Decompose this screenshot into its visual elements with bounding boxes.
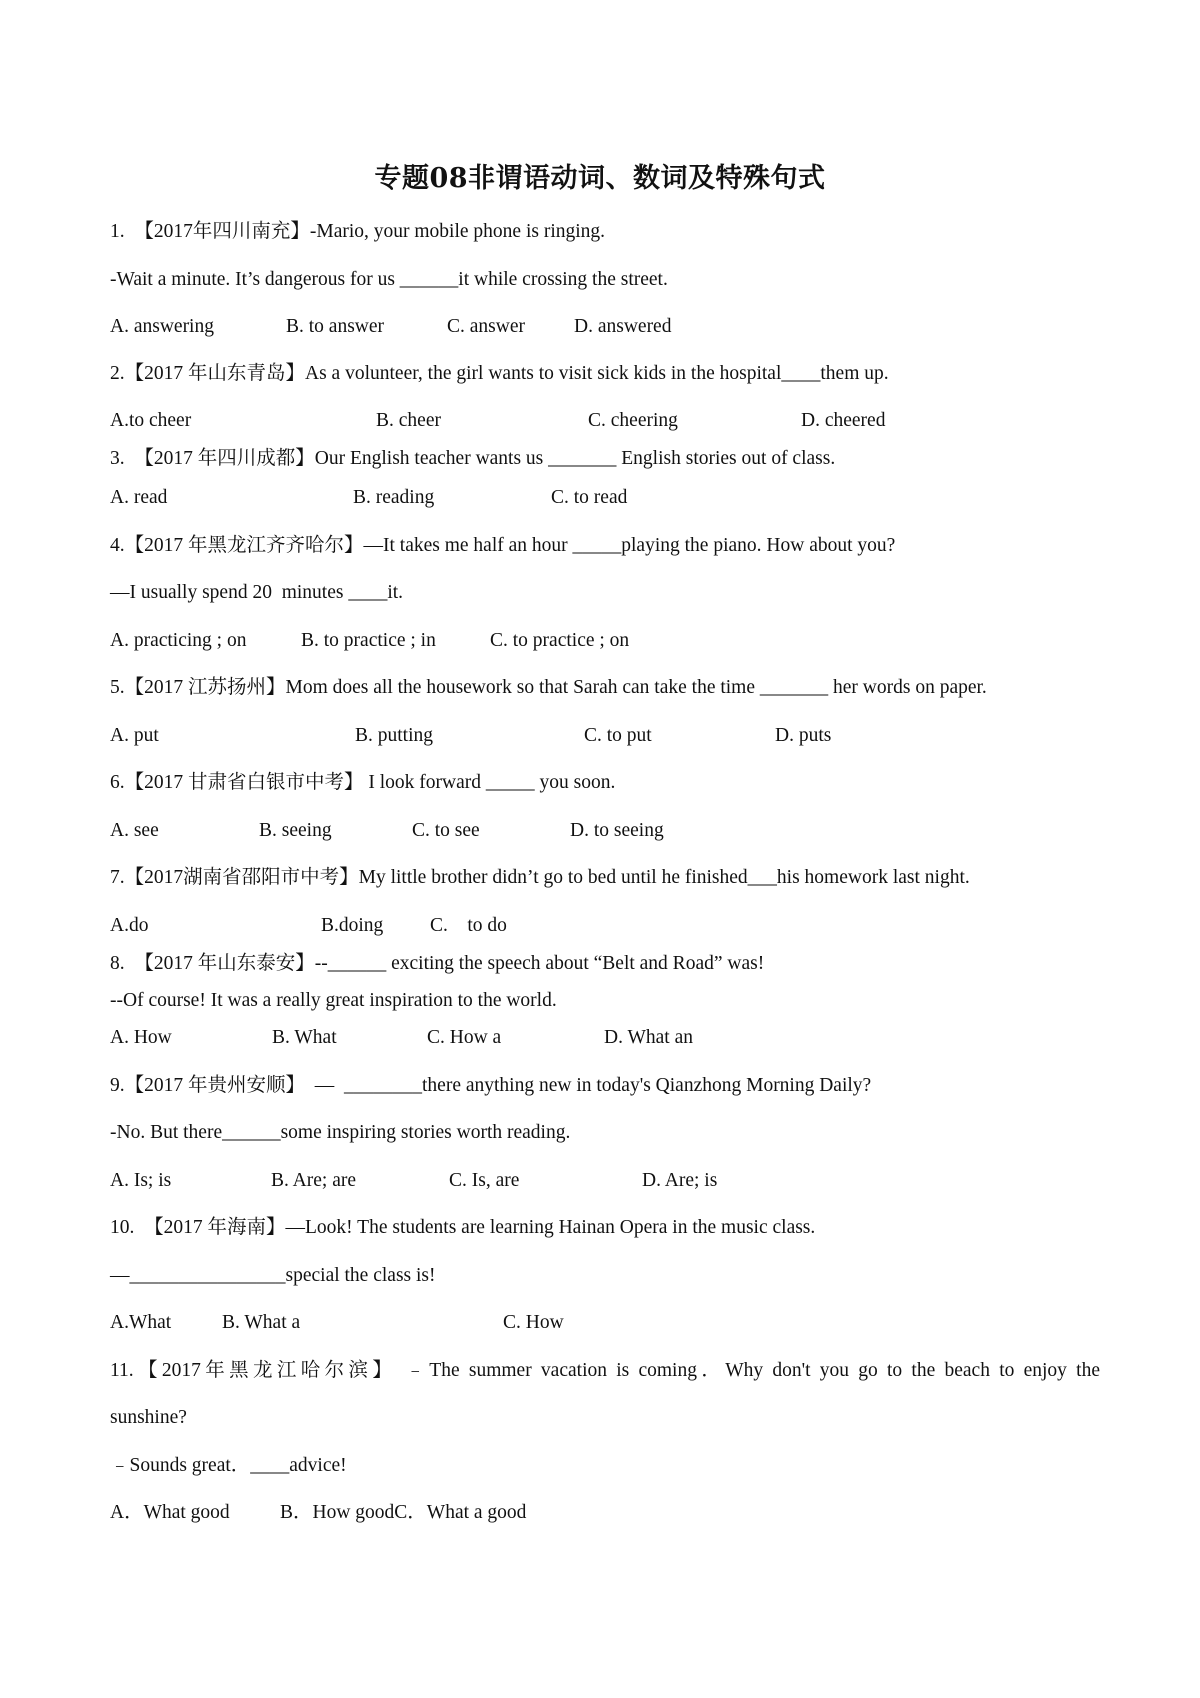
question-1-options — [110, 317, 1110, 341]
question-10-stem: 10. 【2017 年海南】—Look! The students are learning Hainan Opera in the music class. — [110, 1217, 816, 1238]
question-6-option-a[interactable]: A. see — [110, 820, 159, 841]
question-9-line-2: -No. But there______some inspiring stories worth reading. — [110, 1122, 571, 1143]
question-7-option-c[interactable]: C. to do — [430, 915, 507, 936]
question-10-option-b[interactable]: B. What a — [222, 1312, 301, 1333]
question-7-option-a[interactable]: A.do — [110, 915, 149, 936]
question-4-line-2: —I usually spend 20 minutes ____it. — [110, 582, 404, 603]
question-11-options — [110, 1503, 1110, 1527]
question-9-option-c[interactable]: C. Is, are — [449, 1170, 520, 1191]
question-4-options — [110, 631, 1110, 655]
question-2-option-a[interactable]: A.to cheer — [110, 410, 192, 431]
question-2-stem: 2.【2017 年山东青岛】As a volunteer, the girl wants to visit sick kids in the hospital____them up. — [110, 363, 889, 384]
question-4-option-b[interactable]: B. to practice ; in — [301, 630, 436, 651]
question-11-line-2: sunshine? — [110, 1407, 187, 1428]
question-9-option-a[interactable]: A. Is; is — [110, 1170, 172, 1191]
question-6-stem: 6.【2017 甘肃省白银市中考】 I look forward _____ you soon. — [110, 772, 616, 793]
question-2-option-d[interactable]: D. cheered — [801, 410, 886, 431]
question-11-option-b[interactable]: B．How goodC．What a good — [280, 1502, 527, 1523]
question-6-options — [110, 821, 1110, 845]
question-3-option-a[interactable]: A. read — [110, 487, 168, 508]
question-3-stem: 3. 【2017 年四川成都】Our English teacher wants us _______ English stories out of class. — [110, 448, 836, 469]
question-1-line-2: -Wait a minute. It’s dangerous for us ______it while crossing the street. — [110, 269, 668, 290]
question-5-stem: 5.【2017 江苏扬州】Mom does all the housework so that Sarah can take the time _______ her words on paper. — [110, 677, 987, 698]
question-5-option-a[interactable]: A. put — [110, 725, 159, 746]
question-11-option-a[interactable]: A．What good — [110, 1502, 230, 1523]
question-8-line-2: --Of course! It was a really great inspiration to the world. — [110, 990, 557, 1011]
question-6-option-d[interactable]: D. to seeing — [570, 820, 664, 841]
question-8-option-c[interactable]: C. How a — [427, 1027, 502, 1048]
question-9-stem: 9.【2017 年贵州安顺】 — ________there anything new in today's Qianzhong Morning Daily? — [110, 1075, 872, 1096]
question-4-stem: 4.【2017 年黑龙江齐齐哈尔】—It takes me half an hour _____playing the piano. How about you? — [110, 535, 896, 556]
question-1-stem: 1. 【2017年四川南充】-Mario, your mobile phone is ringing. — [110, 221, 606, 242]
question-7-options — [110, 916, 1110, 940]
question-6-option-c[interactable]: C. to see — [412, 820, 480, 841]
question-11-line-3: ﹣Sounds great．____advice! — [110, 1455, 347, 1476]
question-3-option-c[interactable]: C. to read — [551, 487, 628, 508]
question-5-option-c[interactable]: C. to put — [584, 725, 652, 746]
question-8-options — [110, 1028, 1110, 1052]
question-3-options — [110, 488, 1110, 512]
question-4-option-a[interactable]: A. practicing ; on — [110, 630, 247, 651]
question-1-option-a[interactable]: A. answering — [110, 316, 214, 337]
question-8-option-d[interactable]: D. What an — [604, 1027, 693, 1048]
question-5-option-b[interactable]: B. putting — [355, 725, 434, 746]
question-6-option-b[interactable]: B. seeing — [259, 820, 332, 841]
question-9-option-d[interactable]: D. Are; is — [642, 1170, 718, 1191]
question-1-option-c[interactable]: C. answer — [447, 316, 525, 337]
question-7-stem: 7.【2017湖南省邵阳市中考】My little brother didn’t go to bed until he finished___his homework last night. — [110, 867, 970, 888]
question-5-option-d[interactable]: D. puts — [775, 725, 832, 746]
question-5-options — [110, 726, 1110, 750]
question-9-options — [110, 1171, 1110, 1195]
question-2-options — [110, 411, 1110, 435]
question-10-options — [110, 1313, 1110, 1337]
question-10-option-c[interactable]: C. How — [503, 1312, 564, 1333]
question-1-option-d[interactable]: D. answered — [574, 316, 672, 337]
question-2-option-b[interactable]: B. cheer — [376, 410, 441, 431]
question-9-option-b[interactable]: B. Are; are — [271, 1170, 357, 1191]
question-2-option-c[interactable]: C. cheering — [588, 410, 678, 431]
question-7-option-b[interactable]: B.doing — [321, 915, 384, 936]
question-4-option-c[interactable]: C. to practice ; on — [490, 630, 630, 651]
question-1-option-b[interactable]: B. to answer — [286, 316, 385, 337]
question-8-stem: 8. 【2017 年山东泰安】--______ exciting the speech about “Belt and Road” was! — [110, 953, 765, 974]
question-10-line-2: —________________special the class is! — [110, 1265, 436, 1286]
question-8-option-a[interactable]: A. How — [110, 1027, 172, 1048]
question-10-option-a[interactable]: A.What — [110, 1312, 172, 1333]
question-3-option-b[interactable]: B. reading — [353, 487, 435, 508]
question-8-option-b[interactable]: B. What — [272, 1027, 337, 1048]
question-11-stem: 11.【2017年黑龙江哈尔滨】 ﹣The summer vacation is coming．Why don't you go to the beach to enjoy the — [110, 1360, 1100, 1381]
page-title: 专题08非谓语动词、数词及特殊句式 — [374, 163, 826, 194]
